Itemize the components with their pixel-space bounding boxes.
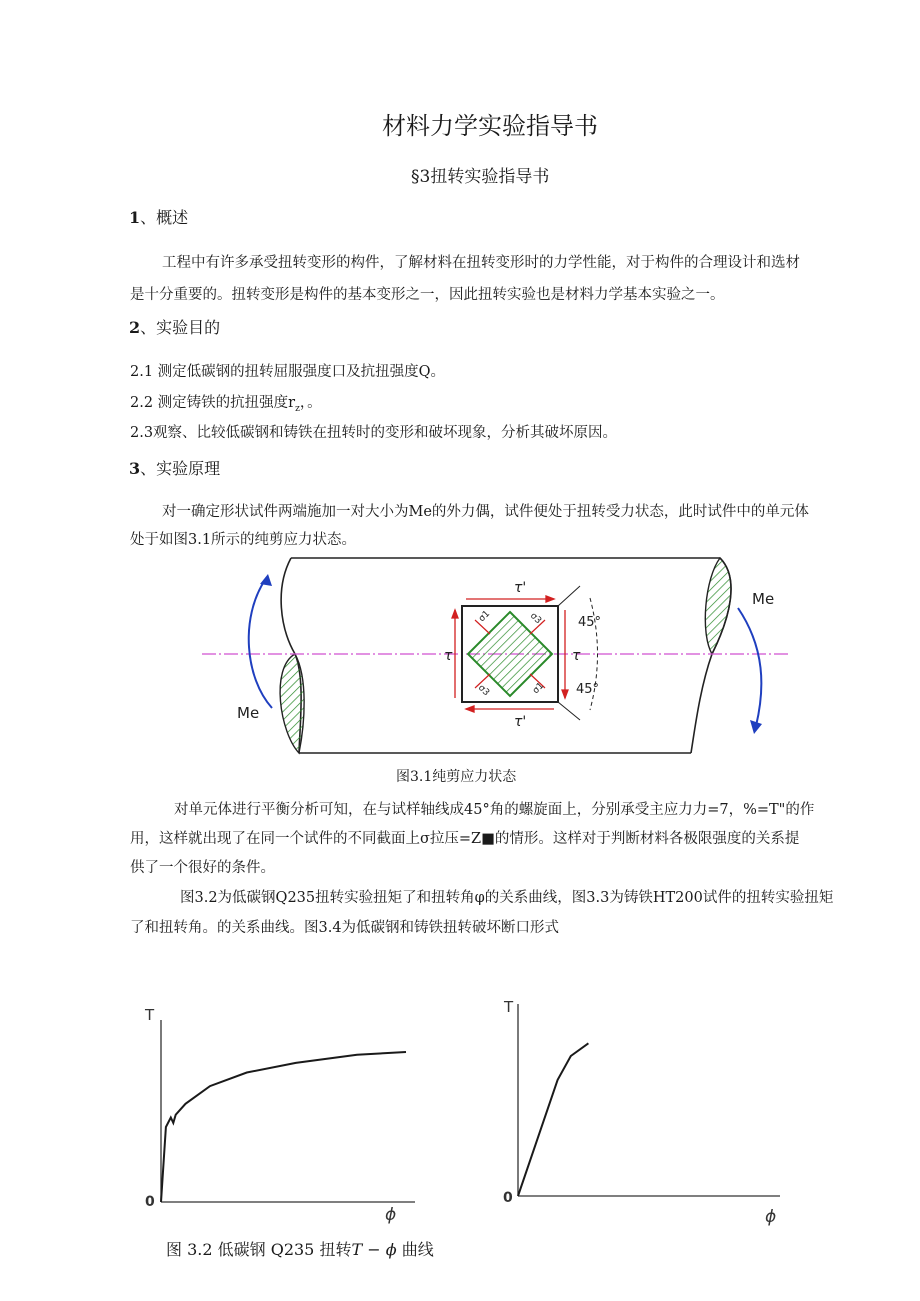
section-3-paragraph-line-1: 对一确定形状试件两端施加一对大小为Me的外力偶，试件便处于扭转受力状态，此时试件中的单元体 [162, 504, 809, 520]
section-3-paragraph-2-line-2: 用，这样就出现了在同一个试件的不同截面上σ拉压=Z■的情形。这样对于判断材料各极限强度的关系提 [130, 831, 800, 847]
torque-arrow-right [738, 608, 762, 734]
objective-item-1: 2.1 测定低碳钢的扭转屈服强度口及抗扭强度Q。 [130, 364, 446, 380]
label-tau-left: τ [444, 648, 453, 664]
figure-3-2-caption-text: 图 3.2 低碳钢 Q235 扭转 [166, 1240, 352, 1259]
objective-item-2-tail: ，。 [299, 395, 322, 411]
section-1-label: 、概述 [140, 208, 189, 227]
section-1-paragraph-line-1: 工程中有许多承受扭转变形的构件，了解材料在扭转变形时的力学性能，对于构件的合理设计和选材 [162, 255, 800, 271]
figure-3-1-pure-shear-diagram [200, 548, 800, 768]
page-title: 材料力学实验指导书 [382, 112, 598, 140]
section-3-paragraph-2-line-1: 对单元体进行平衡分析可知，在与试样轴线成45°角的螺旋面上，分别承受主应力力=7，%=T"的作 [174, 802, 815, 818]
left-end-section-hatch [280, 654, 304, 753]
label-angle-top: 45° [578, 615, 602, 630]
section-3-heading [129, 456, 220, 479]
section-3-paragraph-line-2: 处于如图3.1所示的纯剪应力状态。 [130, 532, 357, 548]
section-1-heading [129, 205, 188, 228]
section-3-paragraph-3-line-1: 图3.2为低碳钢Q235扭转实验扭矩了和扭转角φ的关系曲线，图3.3为铸铁HT200试件的扭转实验扭矩 [180, 890, 834, 906]
label-tau-right: τ [572, 648, 581, 664]
fig2-origin: 0 [145, 1194, 155, 1210]
section-2-heading [129, 315, 220, 338]
figure-3-1-caption: 图3.1纯剪应力状态 [396, 769, 517, 785]
section-3-paragraph-2-line-3: 供了一个很好的条件。 [130, 860, 275, 876]
objective-item-2 [130, 391, 322, 414]
section-3-paragraph-3-line-2: 了和扭转角。的关系曲线。图3.4为低碳钢和铸铁扭转破坏断口形式 [130, 920, 560, 936]
figure-3-2-caption-tail: 曲线 [396, 1240, 434, 1259]
label-me-right: Me [752, 590, 775, 608]
section-3-label: 、实验原理 [140, 459, 221, 478]
fig3-x-label: ϕ [765, 1207, 777, 1227]
figure-3-2-chart [140, 990, 430, 1230]
objective-item-3: 2.3观察、比较低碳钢和铸铁在扭转时的变形和破坏现象，分析其破坏原因。 [130, 425, 618, 441]
fig3-torque-curve [518, 1043, 588, 1196]
fig3-origin: 0 [503, 1190, 513, 1206]
objective-item-2-text: 2.2 测定铸铁的抗扭强度r [130, 395, 296, 411]
label-sigma-2: σ3 [527, 611, 544, 627]
label-sigma-3: σ3 [475, 683, 492, 699]
fig3-y-label: T [504, 998, 514, 1016]
fig2-x-label: ϕ [385, 1205, 397, 1225]
torque-arrow-left [249, 574, 272, 708]
section-2-number: 2 [129, 318, 141, 337]
objective-item-2-subscript: z [295, 403, 300, 414]
page-subtitle: §3扭转实验指导书 [411, 167, 550, 187]
label-tau-prime-top: τ' [514, 580, 527, 596]
section-1-paragraph-line-2: 是十分重要的。扭转变形是构件的基本变形之一，因此扭转实验也是材料力学基本实验之一。 [130, 287, 725, 303]
label-tau-prime-bottom: τ' [514, 714, 527, 730]
right-end-section-hatch [705, 558, 731, 654]
label-sigma-4: σ1 [531, 680, 547, 697]
section-1-number: 1 [129, 208, 141, 227]
section-2-label: 、实验目的 [140, 318, 221, 337]
fig2-y-label: T [145, 1006, 155, 1024]
section-3-number: 3 [129, 459, 141, 478]
fig2-torque-curve [161, 1052, 406, 1202]
label-sigma-1: σ1 [477, 608, 493, 625]
label-angle-bottom: 45° [576, 682, 600, 697]
figure-3-2-caption [166, 1237, 434, 1260]
figure-3-2-caption-formula: T − ϕ [351, 1240, 397, 1259]
figure-3-3-chart [500, 990, 800, 1230]
label-me-left: Me [237, 704, 260, 722]
